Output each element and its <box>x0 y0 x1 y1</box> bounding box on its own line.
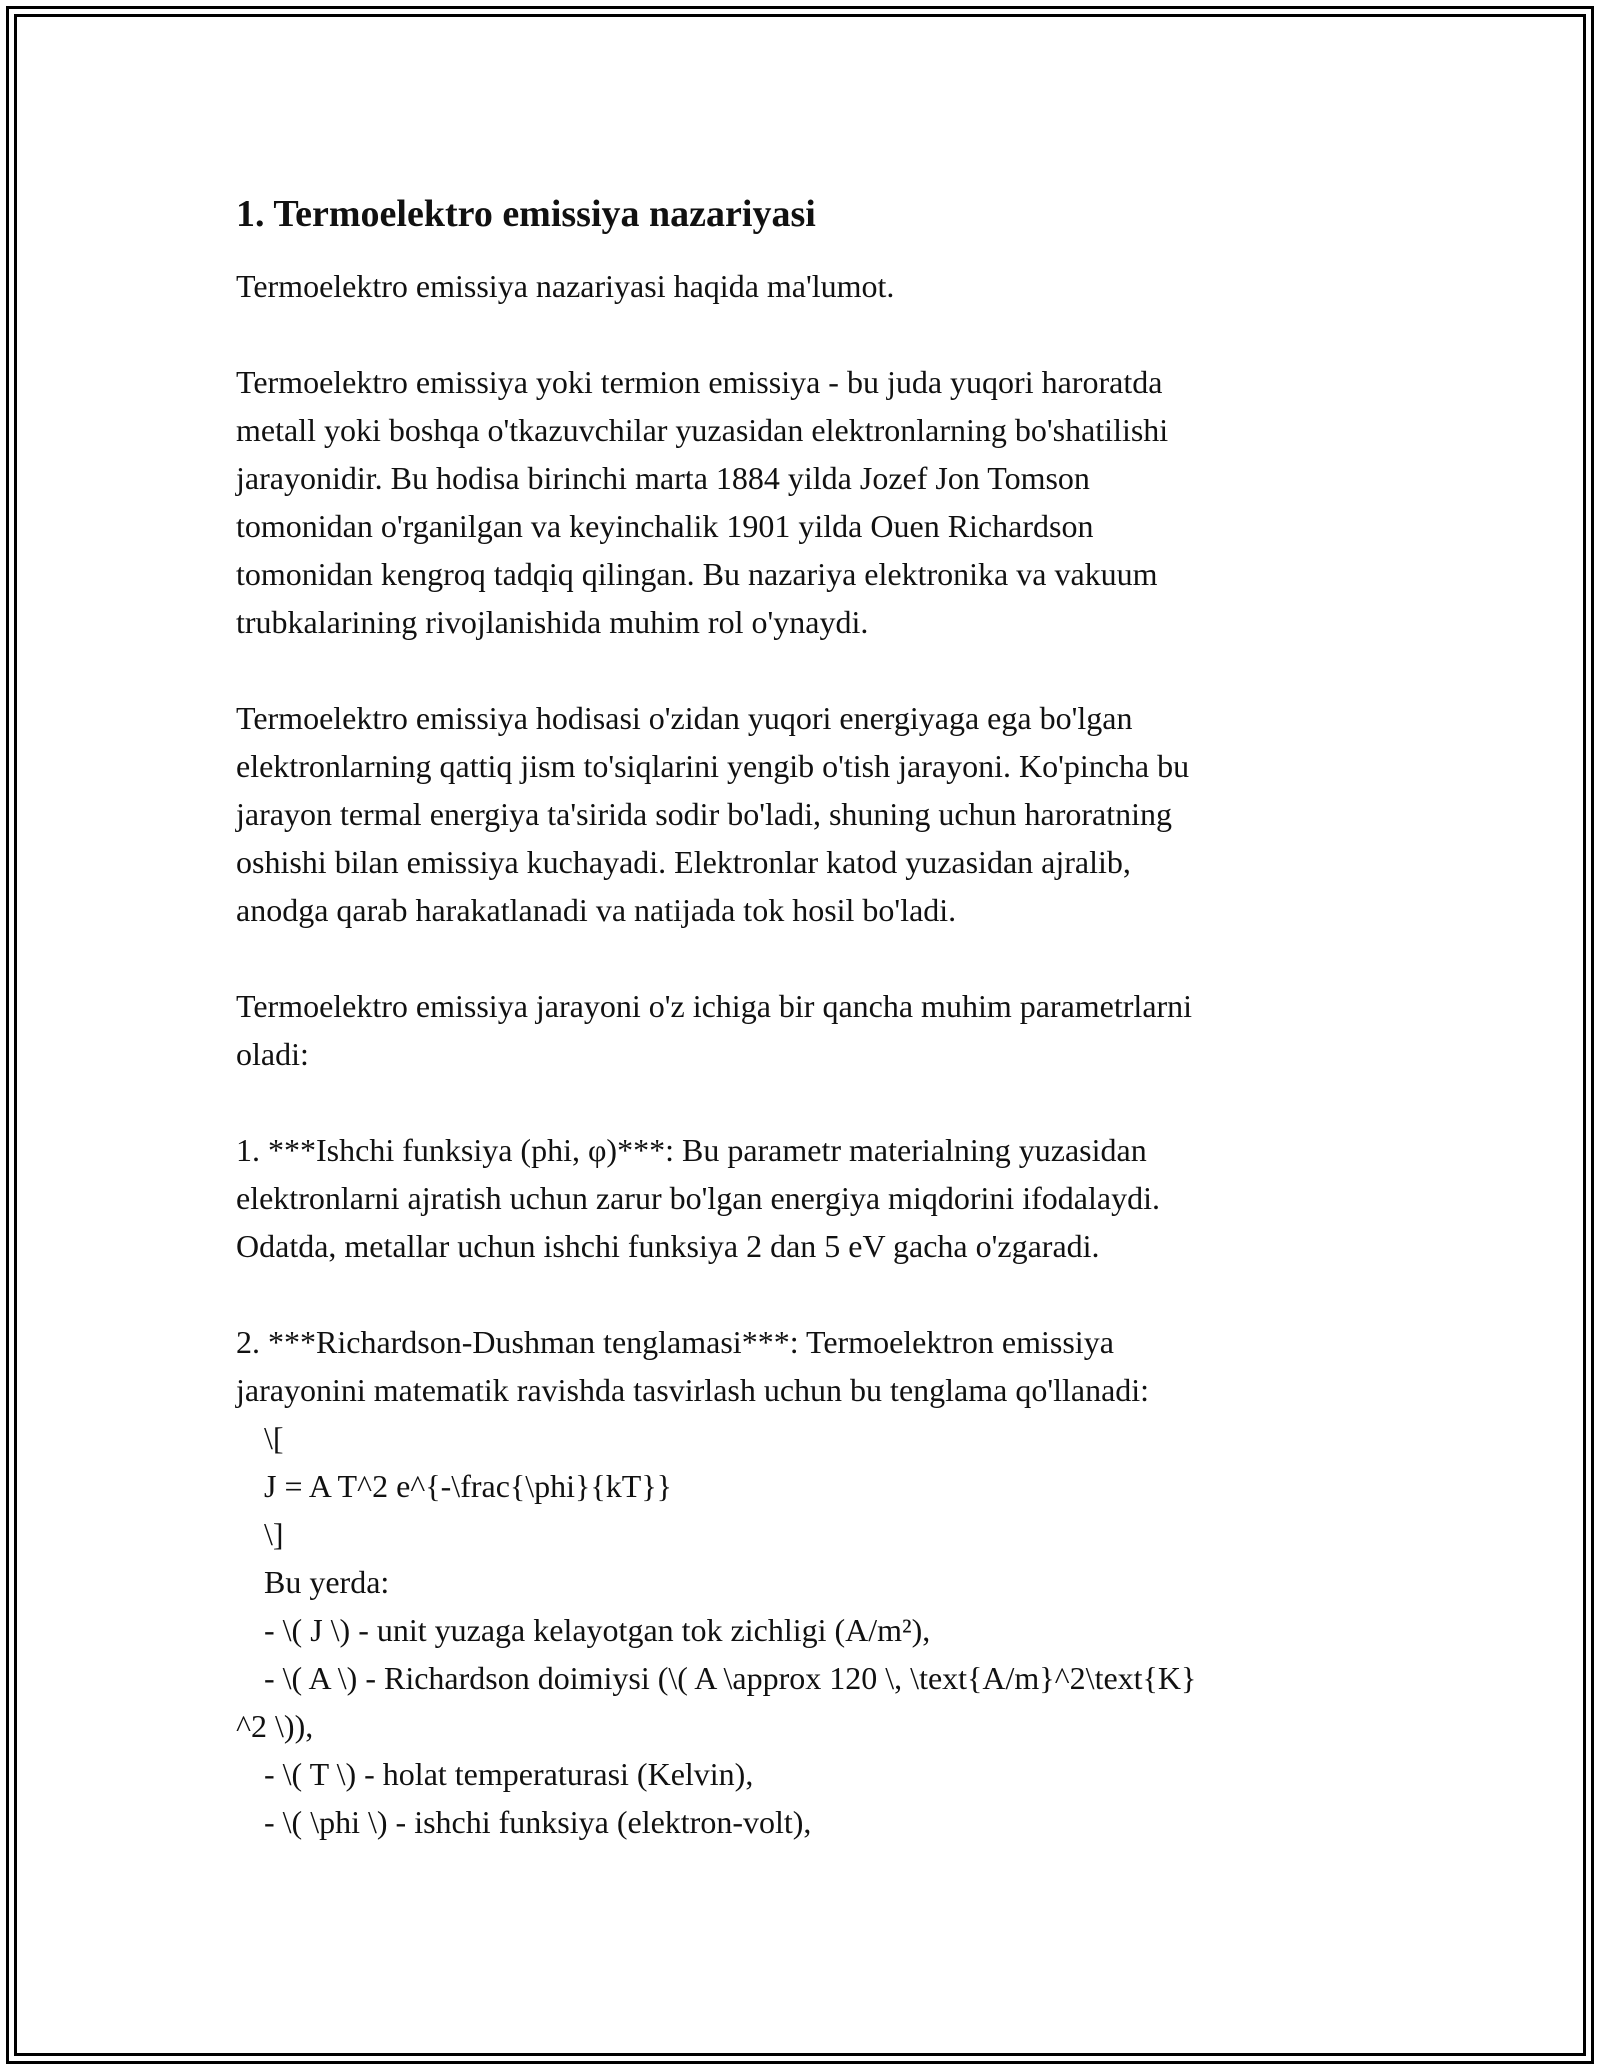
text-line: oshishi bilan emissiya kuchayadi. Elektronlar katod yuzasidan ajralib, <box>236 844 1131 880</box>
formula-line: - \( A \) - Richardson doimiysi (\( A \approx 120 \, \text{A/m}^2\text{K} <box>264 1660 1197 1696</box>
formula-line: Bu yerda: <box>264 1564 390 1600</box>
text-line: Termoelektro emissiya jarayoni o'z ichiga bir qancha muhim parametrlarni <box>236 988 1193 1024</box>
list-item-2 <box>236 1318 1356 1846</box>
text-line: Termoelektro emissiya yoki termion emissiya - bu juda yuqori haroratda <box>236 364 1163 400</box>
text-line: 2. ***Richardson-Dushman tenglamasi***: Termoelektron emissiya <box>236 1324 1114 1360</box>
document-body <box>236 190 1356 1846</box>
formula-line: - \( \phi \) - ishchi funksiya (elektron-volt), <box>264 1804 812 1840</box>
paragraph-1 <box>236 358 1356 646</box>
text-line: tomonidan o'rganilgan va keyinchalik 1901 yilda Ouen Richardson <box>236 508 1094 544</box>
formula-line: \[ <box>264 1420 284 1456</box>
formula-line: - \( J \) - unit yuzaga kelayotgan tok zichligi (A/m²), <box>264 1612 931 1648</box>
text-line: oladi: <box>236 1036 309 1072</box>
paragraph-2 <box>236 694 1356 934</box>
text-line: trubkalarining rivojlanishida muhim rol o'ynaydi. <box>236 604 869 640</box>
paragraph-3 <box>236 982 1356 1078</box>
list-item-1 <box>236 1126 1356 1270</box>
text-line: elektronlarni ajratish uchun zarur bo'lgan energiya miqdorini ifodalaydi. <box>236 1180 1160 1216</box>
text-line: elektronlarning qattiq jism to'siqlarini yengib o'tish jarayoni. Ko'pincha bu <box>236 748 1190 784</box>
formula-line: \] <box>264 1516 284 1552</box>
text-line: Termoelektro emissiya hodisasi o'zidan yuqori energiyaga ega bo'lgan <box>236 700 1133 736</box>
text-line: 1. ***Ishchi funksiya (phi, φ)***: Bu parametr materialning yuzasidan <box>236 1132 1147 1168</box>
text-line: tomonidan kengroq tadqiq qilingan. Bu nazariya elektronika va vakuum <box>236 556 1158 592</box>
text-line: Odatda, metallar uchun ishchi funksiya 2 dan 5 eV gacha o'zgaradi. <box>236 1228 1100 1264</box>
formula-wrap-line: ^2 \)), <box>236 1708 314 1744</box>
text-line: jarayonidir. Bu hodisa birinchi marta 1884 yilda Jozef Jon Tomson <box>236 460 1090 496</box>
formula-line: - \( T \) - holat temperaturasi (Kelvin), <box>264 1756 754 1792</box>
formula-line: J = A T^2 e^{-\frac{\phi}{kT}} <box>264 1468 673 1504</box>
intro-text: Termoelektro emissiya nazariyasi haqida ma'lumot. <box>236 268 895 304</box>
text-line: metall yoki boshqa o'tkazuvchilar yuzasidan elektronlarning bo'shatilishi <box>236 412 1169 448</box>
text-line: jarayonini matematik ravishda tasvirlash uchun bu tenglama qo'llanadi: <box>236 1372 1150 1408</box>
text-line: anodga qarab harakatlanadi va natijada tok hosil bo'ladi. <box>236 892 957 928</box>
section-title: 1. Termoelektro emissiya nazariyasi <box>236 193 816 235</box>
text-line: jarayon termal energiya ta'sirida sodir bo'ladi, shuning uchun haroratning <box>236 796 1173 832</box>
